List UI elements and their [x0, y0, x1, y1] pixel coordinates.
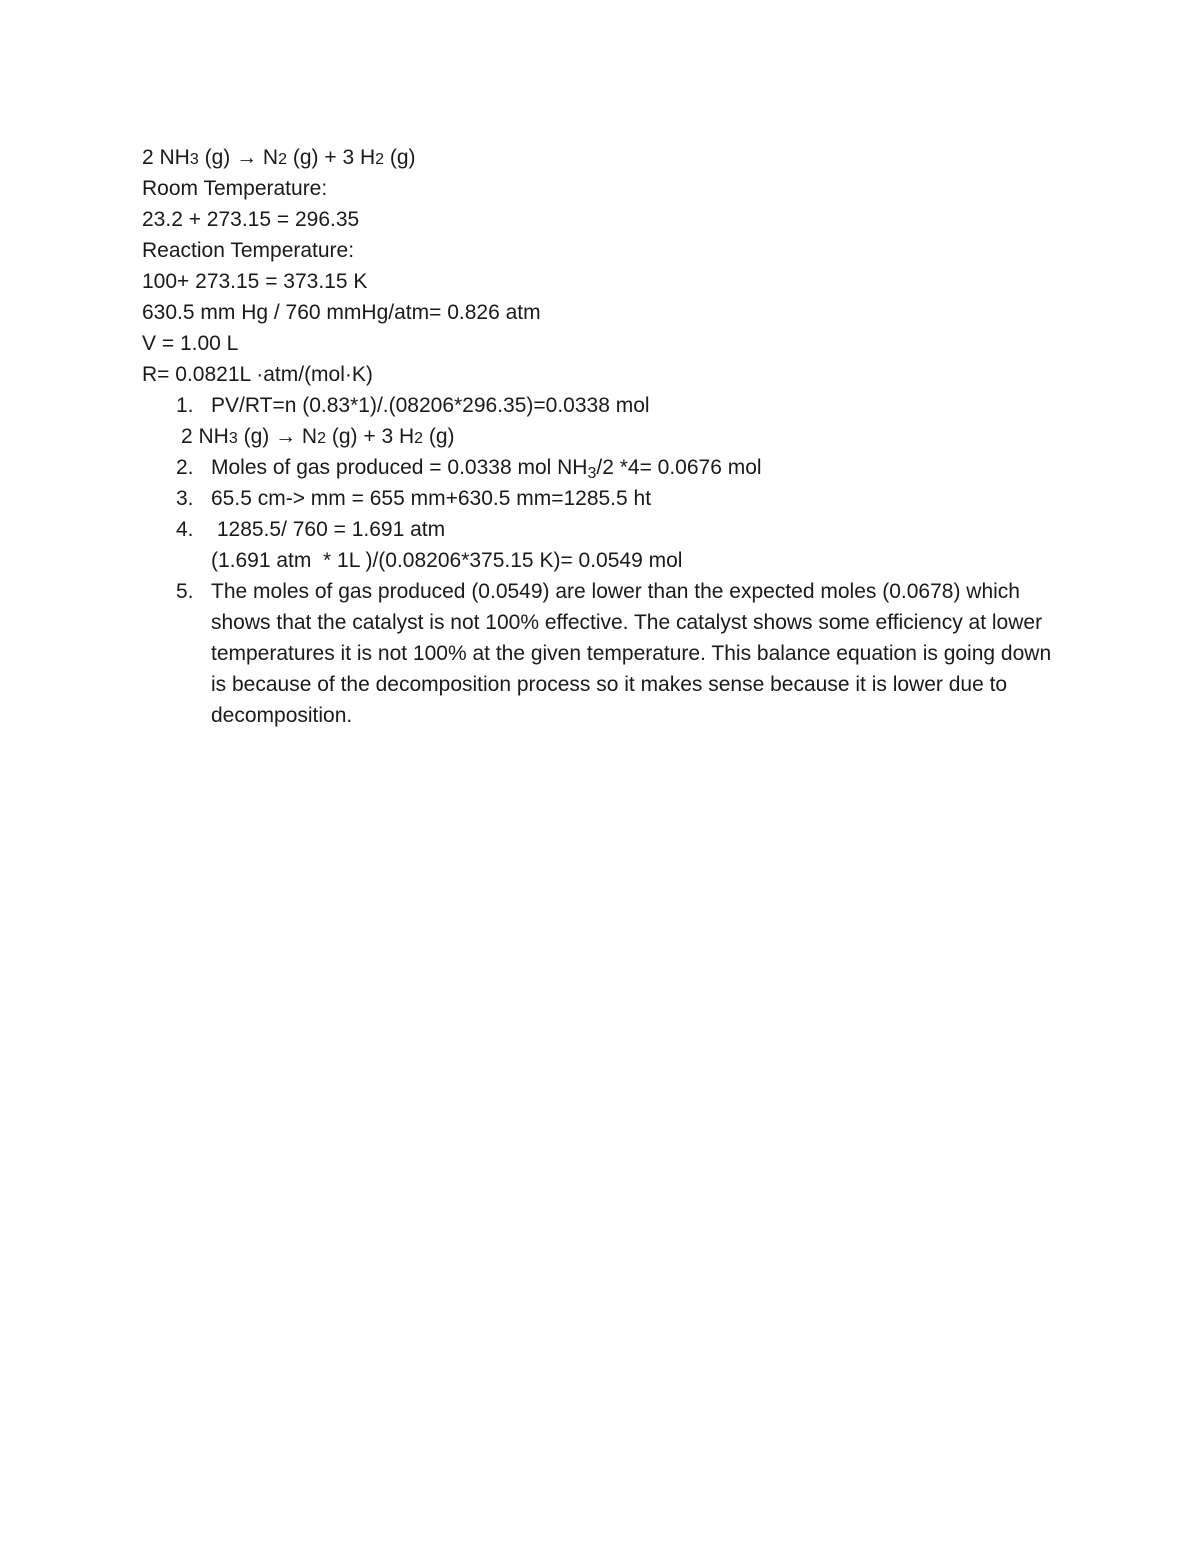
gas-constant: R= 0.0821L ·atm/(mol·K) — [142, 363, 373, 386]
list-item-1 — [176, 390, 1062, 421]
reaction-equation-repeat: 2 NH3 (g) → N2 (g) + 3 H2 (g) — [181, 425, 455, 448]
list-text: 1285.5/ 760 = 1.691 atm — [211, 518, 446, 541]
list-number: 1. — [176, 394, 194, 417]
list-item-2 — [176, 452, 1062, 483]
list-item-5 — [176, 576, 1062, 731]
list-number: 2. — [176, 456, 194, 479]
reaction-temperature-label: Reaction Temperature: — [142, 239, 355, 262]
list-item-4-continuation: (1.691 atm * 1L )/(0.08206*375.15 K)= 0.0549 mol — [211, 549, 683, 572]
list-number: 5. — [176, 580, 194, 603]
list-number: 4. — [176, 518, 194, 541]
room-temperature-calc: 23.2 + 273.15 = 296.35 — [142, 208, 360, 231]
reaction-equation: 2 NH3 (g) → N2 (g) + 3 H2 (g) — [142, 146, 416, 169]
document-body — [142, 142, 1062, 731]
list-number: 3. — [176, 487, 194, 510]
list-text: Moles of gas produced = 0.0338 mol NH3/2 *4= 0.0676 mol — [211, 456, 762, 482]
list-item-3 — [176, 483, 1062, 514]
volume-value: V = 1.00 L — [142, 332, 239, 355]
list-text: PV/RT=n (0.83*1)/.(08206*296.35)=0.0338 mol — [211, 394, 650, 417]
reaction-temperature-calc: 100+ 273.15 = 373.15 K — [142, 270, 368, 293]
pressure-conversion: 630.5 mm Hg / 760 mmHg/atm= 0.826 atm — [142, 301, 541, 324]
list-text: The moles of gas produced (0.0549) are lower than the expected moles (0.0678) which shows that the catalyst is not 100% effective. The catalyst shows some efficiency at lower temperatures it is not 100% at the given temperature. This balance equation is going down is because of the decomposition process so it makes sense because it is lower due to decomposition. — [211, 580, 1052, 727]
room-temperature-label: Room Temperature: — [142, 177, 328, 200]
list-item-4 — [176, 514, 1062, 545]
list-text: 65.5 cm-> mm = 655 mm+630.5 mm=1285.5 ht — [211, 487, 652, 510]
